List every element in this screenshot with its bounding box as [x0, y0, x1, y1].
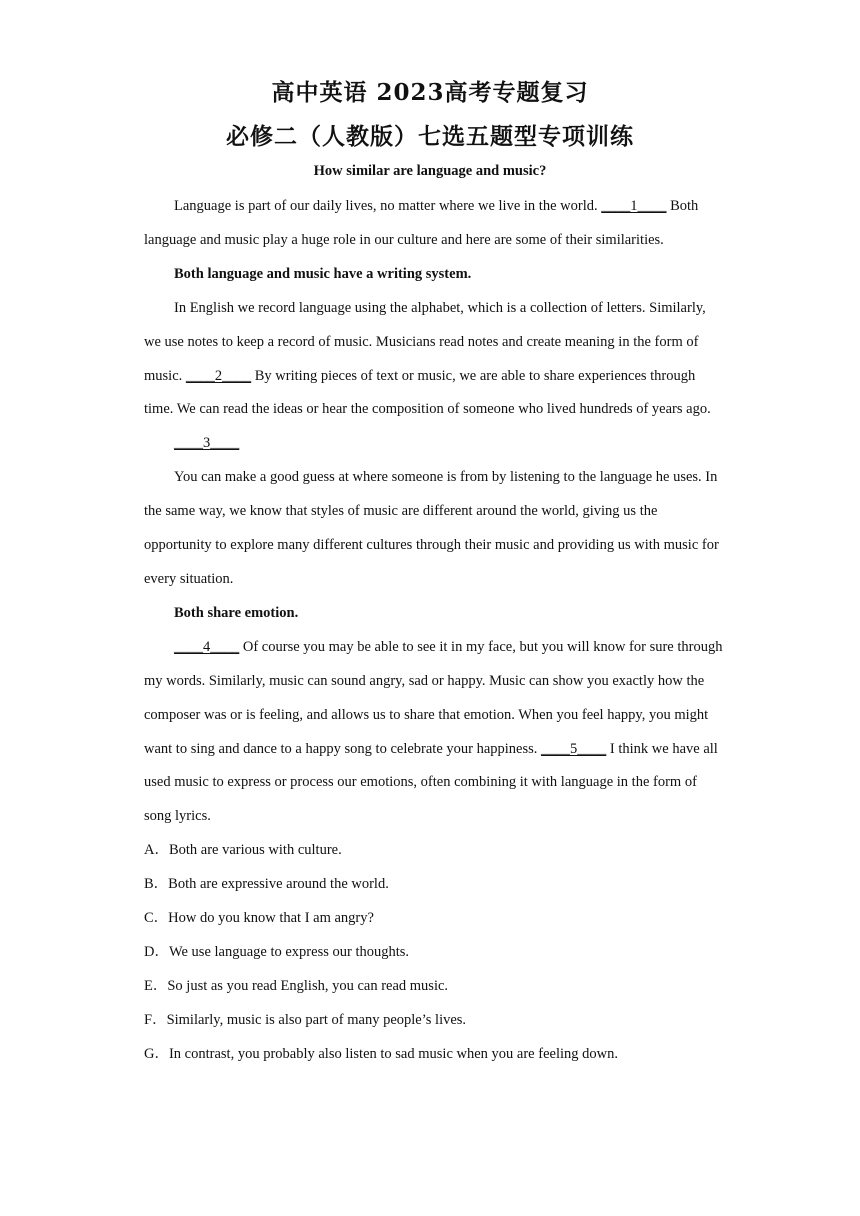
passage-title: How similar are language and music? [313, 163, 547, 179]
blank-4: ____4____ [174, 638, 240, 655]
document-title-line1: 高中英语 2023高考专题复习 [271, 79, 589, 106]
option-b: B．Both are expressive around the world. [144, 876, 389, 893]
blank-1: ____1____ [601, 198, 667, 214]
option-f: F．Similarly, music is also part of many people’s lives. [144, 1011, 467, 1028]
blank-3: ____3____ [174, 435, 240, 452]
option-e: E．So just as you read English, you can read music. [144, 977, 449, 994]
paragraph-1-text-b: Both language and music play a huge role in our culture and here are some of their similarities. [144, 198, 699, 248]
section-heading-writing-system: Both language and music have a writing system. [174, 265, 472, 282]
option-d: D．We use language to express our thoughts. [144, 943, 410, 960]
paragraph-2-text: In English we record language using the alphabet, which is a collection of letters. Similarly, we use notes to keep a record of music. Musicians read notes and create meaning in the form of music. [144, 299, 706, 384]
options-list [144, 834, 724, 1071]
paragraph-4 [144, 631, 724, 834]
paragraph-4-text-b: I think we have all used music to express or process our emotions, often combining it with language in the form of song lyrics. [144, 740, 718, 825]
blank-3-line [144, 427, 724, 461]
paragraph-2 [144, 292, 724, 428]
document-title-line2: 必修二（人教版）七选五题型专项训练 [226, 123, 634, 150]
option-a: A．Both are various with culture. [144, 842, 342, 859]
section-heading-emotion: Both share emotion. [174, 604, 299, 621]
paragraph-4-text: Of course you may be able to see it in my face, but you will know for sure through my words. Similarly, music can sound angry, sad or happy. Music can show you exactly how the composer was or is feeling, and allows us to share that emotion. When you feel happy, you might want to sing and dance to a happy song to celebrate your happiness. [144, 638, 723, 757]
blank-5: ____5____ [541, 740, 607, 757]
option-g: G．In contrast, you probably also listen to sad music when you are feeling down. [144, 1045, 618, 1062]
paragraph-1-text: Language is part of our daily lives, no matter where we live in the world. [174, 198, 602, 214]
paragraph-2-text-b: By writing pieces of text or music, we are able to share experiences through time. We can read the ideas or hear the composition of someone who lived hundreds of years ago. [144, 367, 711, 418]
option-c: C．How do you know that I am angry? [144, 910, 374, 927]
paragraph-1 [144, 190, 724, 258]
passage-body [144, 190, 724, 1072]
blank-2: ____2____ [185, 367, 252, 384]
paragraph-3: You can make a good guess at where someone is from by listening to the language he uses. In the same way, we know that styles of music are different around the world, giving us the opportunity to explore many different cultures through their music and providing us with music for every situation. [144, 469, 719, 587]
